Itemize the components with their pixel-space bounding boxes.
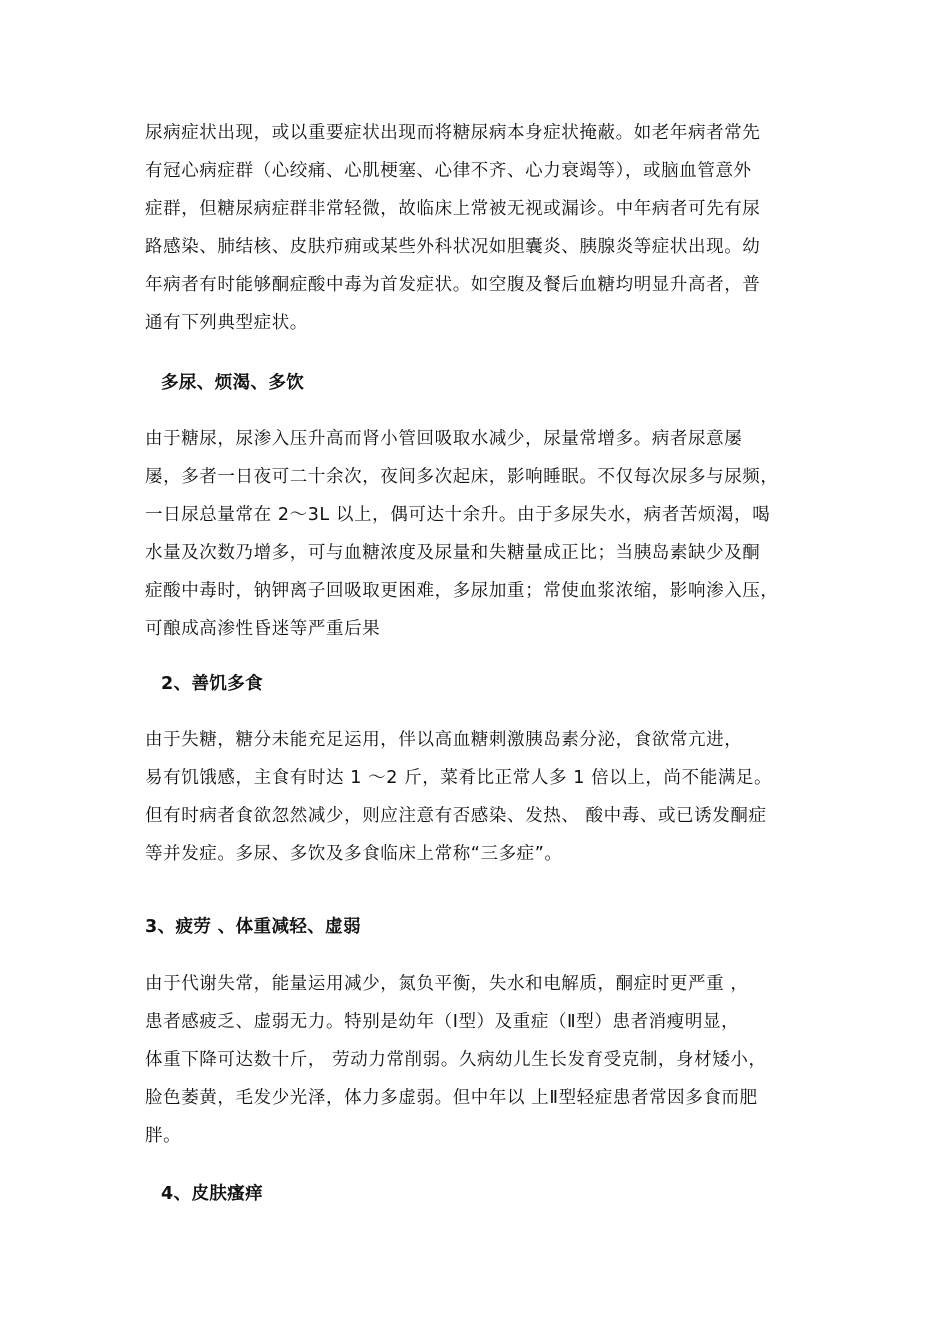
- intro-line: 年病者有时能够酮症酸中毒为首发症状。如空腹及餐后血糖均明显升高者，普: [145, 275, 761, 295]
- paragraph-line: 由于失糖，糖分未能充足运用，伴以高血糖刺激胰岛素分泌，食欲常亢进，: [145, 730, 743, 750]
- intro-line: 通有下列典型症状。: [145, 313, 308, 333]
- section-heading-3: 3、疲劳 、体重减轻、虚弱: [145, 917, 361, 937]
- intro-line: 尿病症状出现，或以重要症状出现而将糖尿病本身症状掩蔽。如老年病者常先: [145, 123, 761, 143]
- paragraph-line: 患者感疲乏、虚弱无力。特别是幼年（Ⅰ型）及重症（Ⅱ型）患者消瘦明显，: [145, 1012, 740, 1032]
- paragraph-line: 脸色萎黄，毛发少光泽，体力多虚弱。但中年以 上Ⅱ型轻症患者常因多食而肥: [145, 1088, 758, 1108]
- paragraph-line: 等并发症。多尿、多饮及多食临床上常称“三多症”。: [145, 844, 563, 864]
- intro-line: 症群，但糖尿病症群非常轻微，故临床上常被无视或漏诊。中年病者可先有尿: [145, 199, 761, 219]
- section-heading-2: 2、善饥多食: [161, 674, 264, 694]
- paragraph-line: 胖。: [145, 1126, 182, 1146]
- paragraph-line: 但有时病者食欲忽然减少，则应注意有否感染、发热、 酸中毒、或已诱发酮症: [145, 806, 767, 826]
- paragraph-line: 体重下降可达数十斤， 劳动力常削弱。久病幼儿生长发育受克制，身材矮小，: [145, 1050, 767, 1070]
- paragraph-line: 一日尿总量常在 2～3L 以上，偶可达十余升。由于多尿失水，病者苦烦渴，喝: [145, 505, 771, 525]
- section-heading-4: 4、皮肤瘙痒: [161, 1184, 264, 1204]
- paragraph-line: 由于代谢失常，能量运用减少，氮负平衡，失水和电解质，酮症时更严重 ，: [145, 974, 749, 994]
- paragraph-line: 水量及次数乃增多，可与血糖浓度及尿量和失糖量成正比；当胰岛素缺少及酮: [145, 543, 761, 563]
- intro-line: 有冠心病症群（心绞痛、心肌梗塞、心律不齐、心力衰竭等），或脑血管意外: [145, 161, 752, 181]
- paragraph-line: 屡，多者一日夜可二十余次，夜间多次起床，影响睡眠。不仅每次尿多与尿频，: [145, 467, 779, 487]
- paragraph-line: 易有饥饿感，主食有时达 1 ～2 斤，菜肴比正常人多 1 倍以上，尚不能满足。: [145, 768, 773, 788]
- paragraph-line: 症酸中毒时，钠钾离子回吸取更困难，多尿加重；常使血浆浓缩，影响渗入压，: [145, 581, 779, 601]
- intro-line: 路感染、肺结核、皮肤疖痈或某些外科状况如胆囊炎、胰腺炎等症状出现。幼: [145, 237, 761, 257]
- paragraph-line: 可酿成高渗性昏迷等严重后果: [145, 619, 381, 639]
- section-heading-1: 多尿、烦渴、多饮: [161, 373, 305, 393]
- paragraph-line: 由于糖尿，尿渗入压升高而肾小管回吸取水减少，尿量常增多。病者尿意屡: [145, 429, 743, 449]
